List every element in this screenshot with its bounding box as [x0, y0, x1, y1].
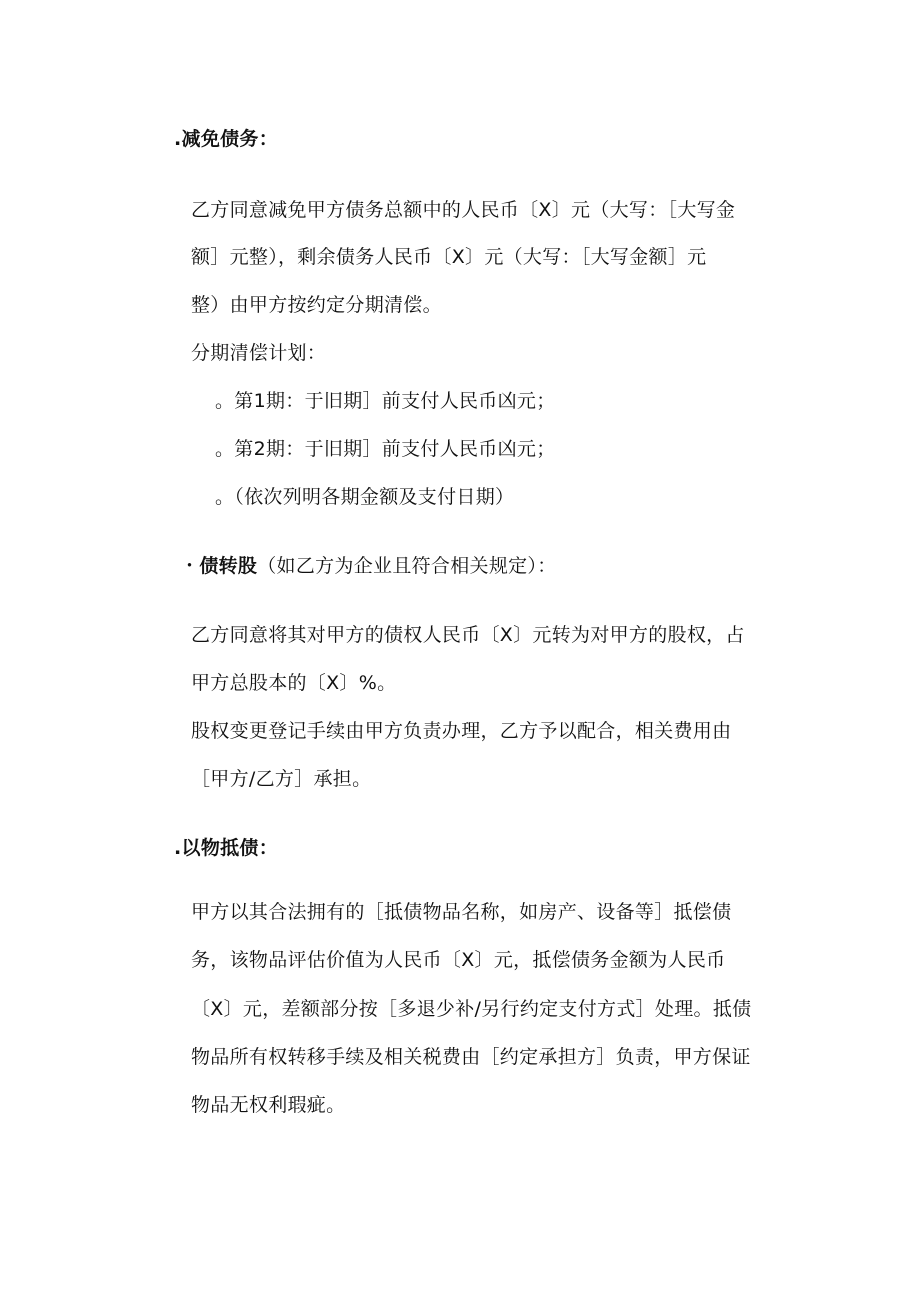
paragraph-line: 额］元整），剩余债务人民币〔X〕元（大写：［大写金额］元: [191, 246, 707, 268]
paragraph-line: 甲方以其合法拥有的［抵债物品名称，如房产、设备等］抵偿债: [191, 901, 732, 923]
paragraph-line: 甲方总股本的〔X〕%。: [191, 672, 397, 694]
paragraph-line: 〔X〕元，差额部分按［多退少补/另行约定支付方式］处理。抵债: [191, 998, 752, 1020]
paragraph-line: 整）由甲方按约定分期清偿。: [191, 294, 442, 316]
section-heading-debt-in-kind: .以物抵债：: [174, 837, 279, 859]
paragraph-line: 股权变更登记手续由甲方负责办理，乙方予以配合，相关费用由: [191, 720, 732, 742]
paragraph-line: 乙方同意减免甲方债务总额中的人民币〔X〕元（大写：［大写金: [191, 199, 736, 221]
paragraph-line: ［甲方/乙方］承担。: [191, 768, 372, 790]
paragraph-line: 乙方同意将其对甲方的债权人民币〔X〕元转为对甲方的股权，占: [191, 624, 745, 646]
heading-bullet: ・: [180, 555, 200, 577]
paragraph-line: 物品所有权转移手续及相关税费由［约定承担方］负责，甲方保证: [191, 1046, 751, 1068]
installment-item: 。第2期：于旧期］前支付人民币凶元；: [215, 438, 556, 460]
installment-item: 。第1期：于旧期］前支付人民币凶元；: [215, 390, 556, 412]
installment-item: 。（依次列明各期金额及支付日期）: [215, 486, 515, 508]
heading-note: （如乙方为企业且符合相关规定）：: [257, 555, 557, 577]
section-heading-debt-reduction: .减免债务：: [174, 128, 279, 150]
heading-title: 债转股: [199, 555, 258, 577]
section-heading-debt-to-equity: [180, 553, 557, 579]
installment-plan-label: 分期清偿计划：: [191, 342, 327, 364]
paragraph-line: 物品无权利瑕疵。: [191, 1094, 346, 1116]
paragraph-line: 务，该物品评估价值为人民币〔X〕元，抵偿债务金额为人民币: [191, 949, 726, 971]
